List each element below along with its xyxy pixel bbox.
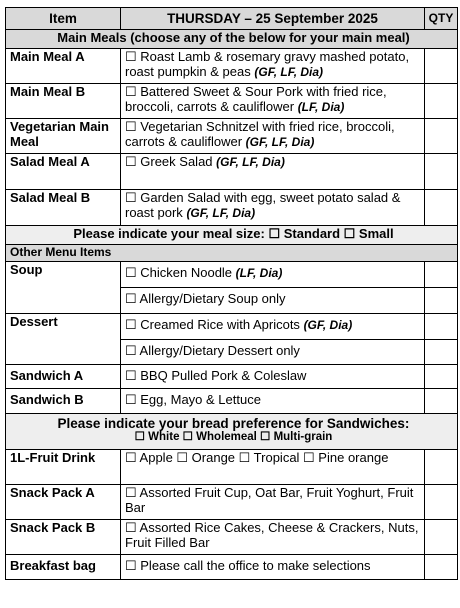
option-text: ☐ Vegetarian Schnitzel with fried rice, broccoli, carrots & cauliflower [125,119,395,149]
dietary-tags: (GF, LF, Dia) [186,206,256,220]
qty-cell[interactable] [425,49,458,84]
option-text: ☐ Chicken Noodle [125,265,233,280]
option-text: ☐ Greek Salad [125,154,213,169]
meal-size-prompt[interactable]: Please indicate your meal size: ☐ Standard ☐ Small [6,226,458,245]
meal-option[interactable] [121,49,425,84]
other-items-title: Other Menu Items [6,245,458,262]
other-items-band [6,245,458,262]
bread-options: ☐ White ☐ Wholemeal ☐ Multi-grain [134,431,333,443]
qty-cell[interactable] [425,190,458,226]
qty-cell[interactable] [425,262,458,288]
qty-header: QTY [425,8,458,30]
dietary-tags: (GF, LF, Dia) [254,65,324,79]
extra-option[interactable]: ☐ Assorted Rice Cakes, Cheese & Crackers, Nuts, Fruit Filled Bar [121,520,425,555]
dietary-tags: (GF, LF, Dia) [216,155,285,169]
dietary-tags: (LF, Dia) [297,100,345,114]
dietary-tags: (GF, LF, Dia) [245,135,315,149]
bread-prompt: Please indicate your bread preference for Sandwiches: [57,416,410,431]
header-row [6,8,458,30]
qty-cell[interactable] [425,520,458,555]
table-row [6,49,458,84]
sandwich-option[interactable]: ☐ BBQ Pulled Pork & Coleslaw [121,365,425,389]
dessert-option[interactable] [121,314,425,340]
extra-option[interactable]: ☐ Please call the office to make selections [121,555,425,580]
qty-cell[interactable] [425,314,458,340]
qty-cell[interactable] [425,555,458,580]
option-text: ☐ Allergy/Dietary Soup only [125,291,286,306]
table-row [6,154,458,190]
row-label: Main Meal A [6,49,121,84]
row-label: Salad Meal B [6,190,121,226]
table-row [6,450,458,485]
meal-option[interactable] [121,190,425,226]
table-row [6,262,458,288]
meal-size-row [6,226,458,245]
option-text: ☐ Battered Sweet & Sour Pork with fried rice, broccoli, carrots & cauliflower [125,84,387,114]
qty-cell[interactable] [425,485,458,520]
table-row [6,84,458,119]
row-label: Sandwich B [6,389,121,414]
row-label: Dessert [6,314,121,365]
date-header: THURSDAY – 25 September 2025 [121,8,425,30]
soup-option[interactable] [121,288,425,314]
qty-cell[interactable] [425,154,458,190]
qty-cell[interactable] [425,365,458,389]
dietary-tags: (LF, Dia) [235,266,283,280]
table-row [6,365,458,389]
row-label: Snack Pack A [6,485,121,520]
soup-option[interactable] [121,262,425,288]
meal-option[interactable] [121,119,425,154]
dessert-option[interactable] [121,340,425,365]
table-row [6,119,458,154]
main-meals-band [6,30,458,49]
qty-cell[interactable] [425,288,458,314]
table-row [6,314,458,340]
main-meals-title: Main Meals (choose any of the below for your main meal) [6,30,458,49]
bread-preference[interactable] [6,414,458,450]
option-text: ☐ Creamed Rice with Apricots [125,317,300,332]
table-row [6,389,458,414]
row-label: Salad Meal A [6,154,121,190]
row-label: Snack Pack B [6,520,121,555]
row-label: Breakfast bag [6,555,121,580]
meal-option[interactable] [121,84,425,119]
row-label: Soup [6,262,121,314]
qty-cell[interactable] [425,340,458,365]
qty-cell[interactable] [425,389,458,414]
row-label: Sandwich A [6,365,121,389]
dietary-tags: (GF, Dia) [303,318,353,332]
option-text: ☐ Roast Lamb & rosemary gravy mashed potato, roast pumpkin & peas [125,49,410,79]
option-text: ☐ Allergy/Dietary Dessert only [125,343,300,358]
option-text: ☐ Garden Salad with egg, sweet potato salad & roast pork [125,190,401,220]
table-row [6,520,458,555]
table-row [6,190,458,226]
menu-order-form [5,7,458,580]
row-label: 1L-Fruit Drink [6,450,121,485]
qty-cell[interactable] [425,450,458,485]
meal-option[interactable] [121,154,425,190]
table-row [6,555,458,580]
bread-preference-row [6,414,458,450]
extra-option[interactable]: ☐ Apple ☐ Orange ☐ Tropical ☐ Pine orange [121,450,425,485]
qty-cell[interactable] [425,84,458,119]
row-label: Main Meal B [6,84,121,119]
extra-option[interactable]: ☐ Assorted Fruit Cup, Oat Bar, Fruit Yoghurt, Fruit Bar [121,485,425,520]
sandwich-option[interactable]: ☐ Egg, Mayo & Lettuce [121,389,425,414]
qty-cell[interactable] [425,119,458,154]
item-header: Item [6,8,121,30]
table-row [6,485,458,520]
row-label: Vegetarian Main Meal [6,119,121,154]
